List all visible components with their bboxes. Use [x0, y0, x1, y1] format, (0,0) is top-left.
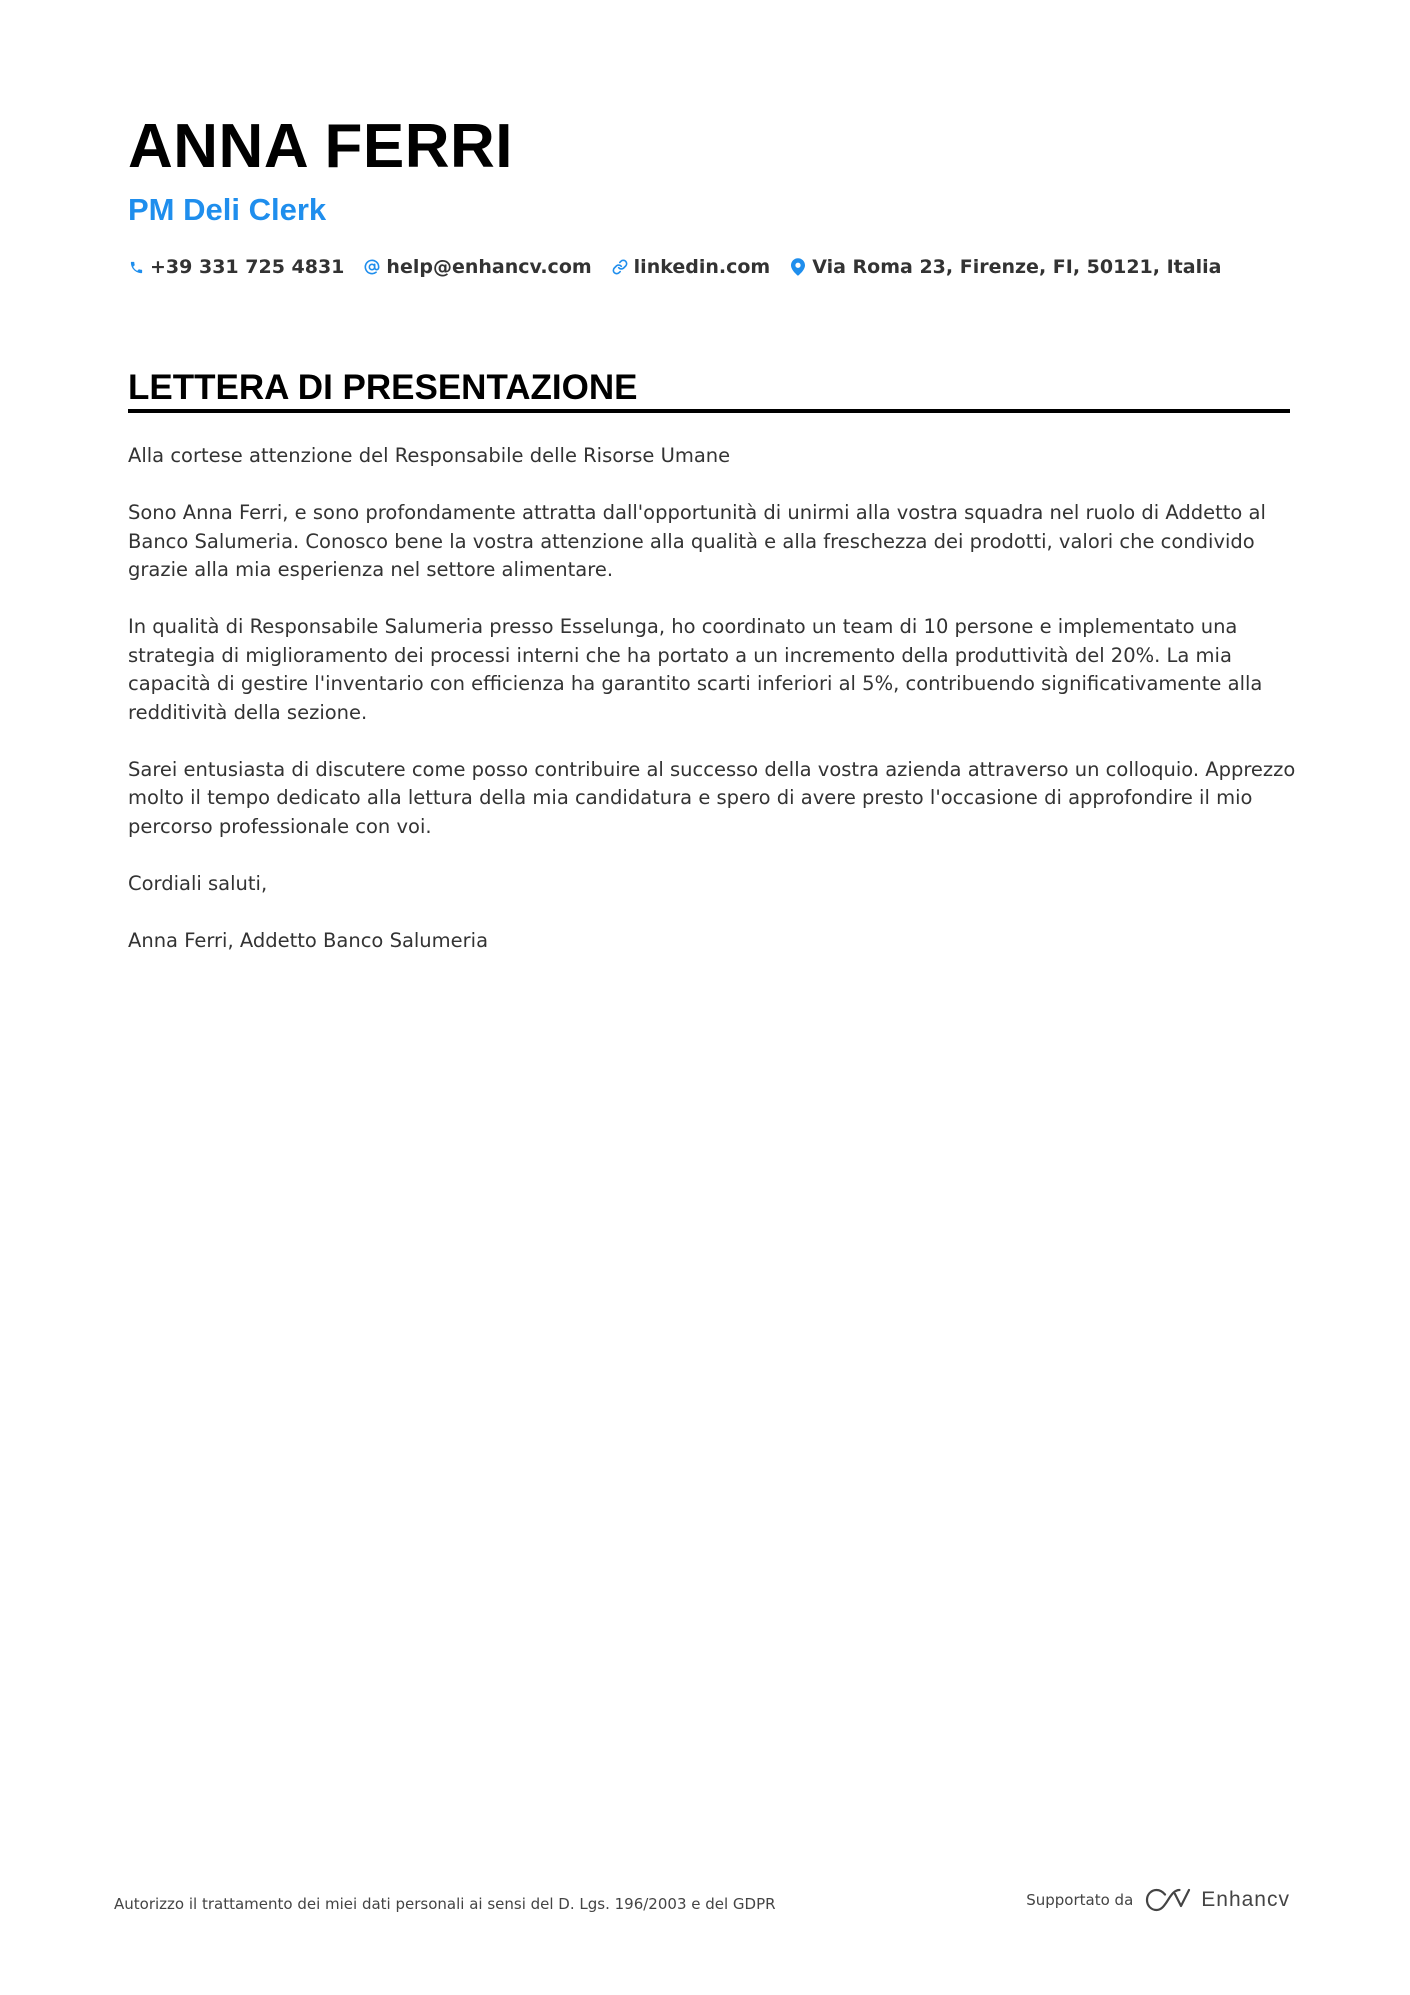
enhancv-brand-name: Enhancv	[1201, 1888, 1290, 1911]
letter-body	[128, 442, 1298, 984]
contact-info-bar	[128, 252, 1241, 282]
contact-linkedin-text: linkedin.com	[633, 256, 771, 278]
contact-email[interactable]	[364, 252, 591, 282]
letter-closing: Cordiali saluti,	[128, 871, 268, 895]
link-icon	[612, 257, 628, 277]
contact-address	[790, 252, 1221, 282]
applicant-name: ANNA FERRI	[128, 112, 514, 181]
letter-paragraph: Sarei entusiasta di discutere come posso contribuire al successo della vostra azienda attraverso un colloquio. Apprezzo molto il tempo dedicato alla lettura della mia candidatura e spero di avere presto l'occasione di approfondire il mio percorso professionale con voi.	[128, 757, 1296, 838]
letter-salutation: Alla cortese attenzione del Responsabile delle Risorse Umane	[128, 444, 731, 467]
contact-linkedin[interactable]	[612, 252, 771, 282]
contact-phone[interactable]	[128, 252, 344, 282]
powered-by-branding[interactable]	[1026, 1888, 1290, 1912]
privacy-consent-note: Autorizzo il trattamento dei miei dati personali ai sensi del D. Lgs. 196/2003 e del GDPR	[114, 1895, 776, 1913]
enhancv-logo-icon	[1145, 1888, 1191, 1912]
applicant-job-title: PM Deli Clerk	[128, 192, 327, 227]
at-sign-icon	[364, 257, 380, 277]
location-pin-icon	[790, 257, 806, 277]
contact-email-text: help@enhancv.com	[386, 256, 592, 278]
section-divider	[128, 409, 1290, 413]
powered-by-label: Supportato da	[1026, 1891, 1134, 1909]
contact-address-text: Via Roma 23, Firenze, FI, 50121, Italia	[812, 256, 1222, 278]
letter-paragraph: In qualità di Responsabile Salumeria presso Esselunga, ho coordinato un team di 10 persone e implementato una strategia di miglioramento dei processi interni che ha portato a un incremento della produttività del 20%. La mia capacità di gestire l'inventario con efficienza ha garantito scarti inferiori al 5%, contribuendo significativamente alla redditività della sezione.	[128, 615, 1263, 724]
phone-icon	[128, 257, 144, 277]
letter-signature: Anna Ferri, Addetto Banco Salumeria	[128, 928, 489, 952]
contact-phone-text: +39 331 725 4831	[150, 256, 345, 278]
letter-paragraph: Sono Anna Ferri, e sono profondamente attratta dall'opportunità di unirmi alla vostra squadra nel ruolo di Addetto al Banco Salumeria. Conosco bene la vostra attenzione alla qualità e alla freschezza dei prodotti, valori che condivido grazie alla mia esperienza nel settore alimentare.	[128, 501, 1266, 581]
section-title: LETTERA DI PRESENTAZIONE	[128, 368, 638, 407]
